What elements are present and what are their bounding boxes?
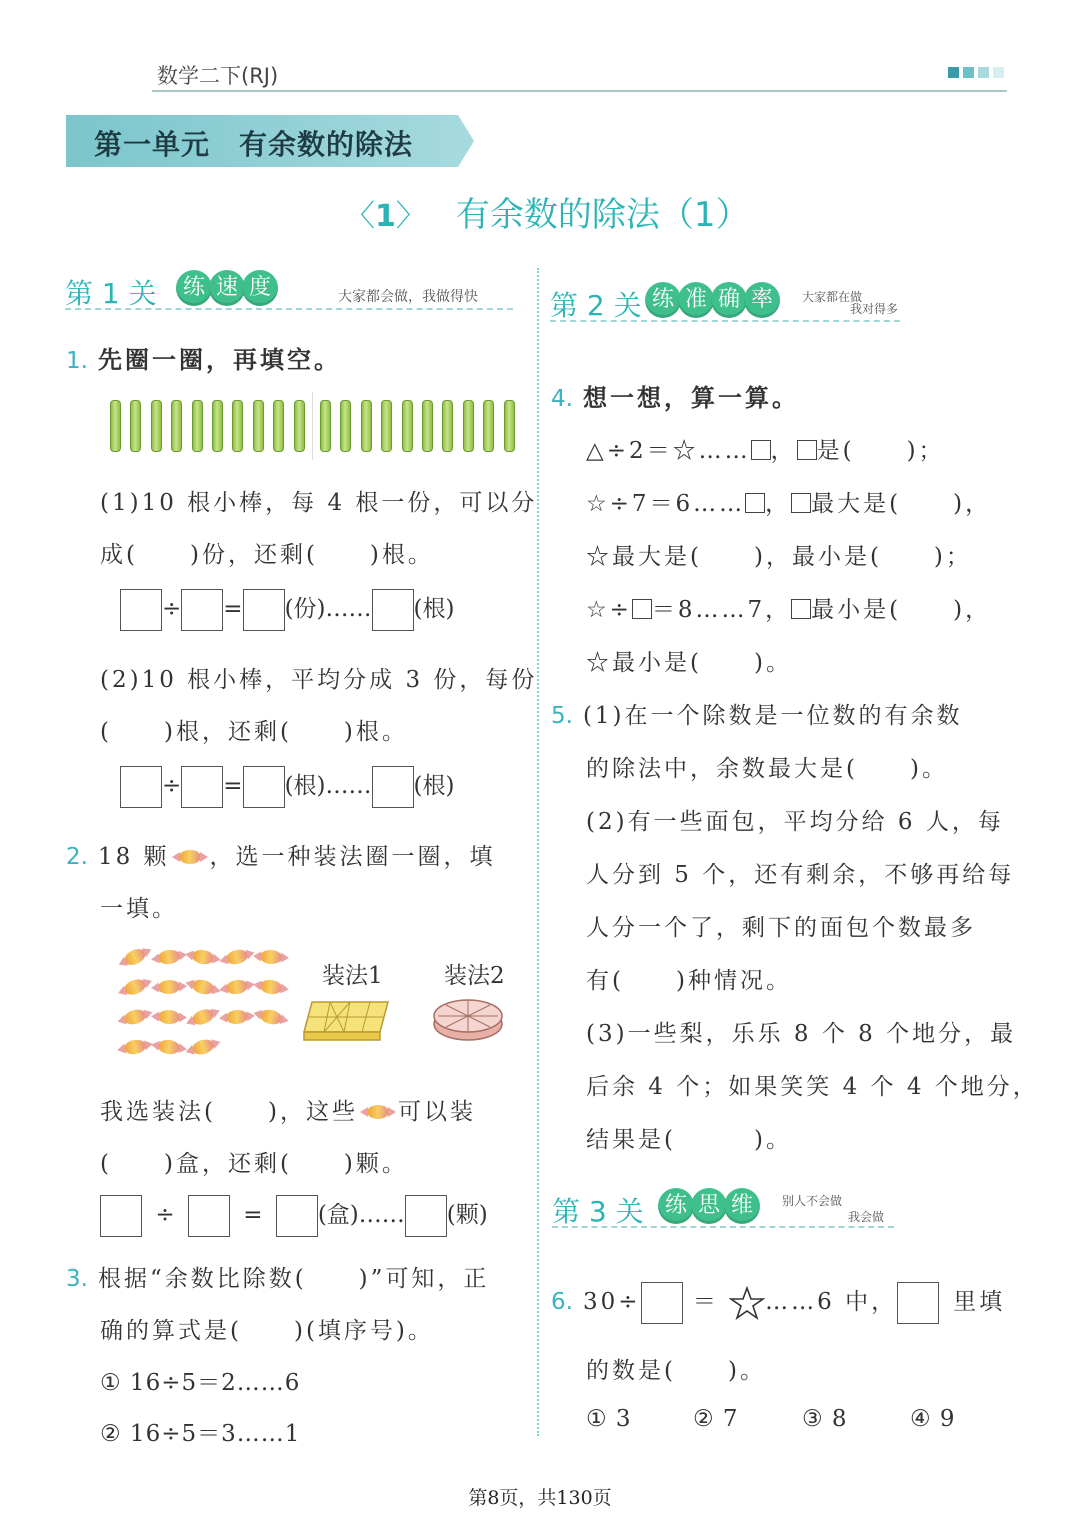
- q4-line2: [586, 485, 991, 518]
- candy-icon: [191, 948, 215, 965]
- answer-box[interactable]: [243, 766, 285, 808]
- q4-text: 是( )；: [816, 438, 945, 464]
- q4-line4: [586, 591, 991, 624]
- stick-icon: [232, 400, 243, 452]
- q1-text: 先圈一圈，再填空。: [97, 346, 341, 374]
- q6-option-1: ① 3: [586, 1406, 632, 1432]
- candy-icon: [259, 979, 283, 996]
- q4-text: 想一想，算一算。: [582, 384, 799, 412]
- candy-icon: [157, 1039, 181, 1056]
- level3-slogan-top: 别人不会做: [782, 1194, 843, 1208]
- lesson-title-text: 有余数的除法（1）: [455, 195, 750, 235]
- stick-icon: [130, 400, 141, 452]
- q3-number: 3.: [66, 1266, 88, 1292]
- stick-icon: [151, 400, 162, 452]
- stick-icon: [320, 400, 331, 452]
- q2-text: 18 颗: [97, 844, 170, 870]
- small-box[interactable]: [745, 493, 765, 513]
- q1-equation-1: [120, 589, 454, 631]
- unit-title: 第一单元 有余数的除法: [94, 128, 414, 161]
- level2-char: 确: [711, 282, 747, 318]
- unit-text: (根): [413, 596, 455, 622]
- unit-text: (盒)……: [317, 1202, 405, 1228]
- header-square: [948, 67, 959, 78]
- level2-slogan-top: 大家都在做: [802, 290, 863, 304]
- stick-icon: [463, 400, 474, 452]
- q5-line6: 有( )种情况。: [586, 968, 792, 994]
- q1-number: 1.: [66, 348, 88, 374]
- q3-line2: 确的算式是( )(填序号)。: [100, 1318, 434, 1344]
- stick-icon: [483, 400, 494, 452]
- q6-number: 6.: [551, 1289, 573, 1315]
- pack1-label: 装法1: [322, 963, 383, 989]
- divide-sign: ÷: [155, 1202, 175, 1228]
- q2-line3: [100, 1093, 476, 1126]
- level3-char: 维: [724, 1188, 760, 1224]
- stick-icon: [253, 400, 264, 452]
- q4-text: ☆÷: [586, 597, 632, 623]
- page-footer: 第8页，共130页: [468, 1487, 612, 1509]
- equals-sign: =: [243, 1202, 263, 1228]
- answer-box[interactable]: [181, 766, 223, 808]
- q3-text: 根据“余数比除数( )”可知，正: [97, 1266, 490, 1292]
- candy-icon: [123, 1007, 148, 1026]
- q4-text: 最小是( )，: [811, 597, 992, 623]
- q1-equation-2: [120, 766, 454, 808]
- q2-number: 2.: [66, 844, 88, 870]
- q5-text: (1)在一个除数是一位数的有余数: [582, 703, 963, 729]
- candy-icon: [358, 1105, 398, 1119]
- q1-part2-line1: (2)10 根小棒，平均分成 3 份，每份: [100, 667, 538, 693]
- q6-text: 里填: [953, 1289, 1006, 1315]
- q6-text: ＝: [692, 1289, 719, 1315]
- q4-line5: ☆最小是( )。: [586, 650, 792, 676]
- header-rule: [152, 90, 1007, 92]
- stick-icon: [402, 400, 413, 452]
- q5-line3: (2)有一些面包，平均分给 6 人，每: [586, 809, 1004, 835]
- header-square: [963, 67, 974, 78]
- q3-option-1: ① 16÷5＝2……6: [100, 1370, 301, 1396]
- q5-line9: 结果是( )。: [586, 1127, 792, 1153]
- answer-box[interactable]: [405, 1195, 447, 1237]
- level3-slogan-bottom: 我会做: [848, 1210, 885, 1224]
- q4-text: ，: [765, 491, 792, 517]
- answer-box[interactable]: [120, 589, 162, 631]
- q2-text: ，选一种装法圈一圈，填: [209, 844, 496, 870]
- level2-slogan-bottom: 我对得多: [850, 302, 899, 316]
- level3-char: 思: [691, 1188, 727, 1224]
- header-square: [993, 67, 1004, 78]
- answer-box[interactable]: [372, 589, 414, 631]
- level2-divider: [550, 320, 900, 322]
- q6-text: 30÷: [582, 1289, 641, 1315]
- q5-line1: [551, 697, 963, 730]
- q4-text: ，: [770, 438, 797, 464]
- candy-icon: [157, 949, 181, 966]
- q2-text: 我选装法( )，这些: [100, 1099, 358, 1125]
- level2-label: 第 2 关: [550, 289, 642, 322]
- level3-label: 第 3 关: [552, 1195, 644, 1228]
- stick-icon: [340, 400, 351, 452]
- q4-line3: ☆最大是( )，最小是( )；: [586, 544, 972, 570]
- answer-box[interactable]: [897, 1282, 939, 1324]
- small-box[interactable]: [797, 440, 817, 460]
- q4-text: ☆÷7＝6……: [586, 491, 746, 517]
- unit-text: (根)……: [284, 773, 372, 799]
- equals-sign: =: [223, 773, 243, 799]
- q6-line2: 的数是( )。: [586, 1358, 766, 1384]
- divide-sign: ÷: [162, 596, 182, 622]
- answer-box[interactable]: [372, 766, 414, 808]
- candy-icon: [259, 1008, 284, 1027]
- small-box[interactable]: [632, 599, 652, 619]
- answer-box[interactable]: [276, 1195, 318, 1237]
- answer-box[interactable]: [120, 766, 162, 808]
- answer-box[interactable]: [641, 1282, 683, 1324]
- stick-icon: [381, 400, 392, 452]
- level2-badge: [645, 282, 777, 318]
- column-separator: [537, 268, 539, 1436]
- level2-char: 准: [678, 282, 714, 318]
- q6-option-2: ② 7: [693, 1406, 739, 1432]
- lesson-number: 〈1〉: [345, 199, 426, 234]
- candy-icon: [225, 978, 249, 995]
- q4-line1: [586, 432, 945, 465]
- candy-icon: [122, 977, 147, 998]
- q4-number: 4.: [551, 386, 573, 412]
- level1-char: 练: [176, 270, 212, 306]
- q6-text: ……6 中，: [765, 1289, 898, 1315]
- candy-icon: [260, 949, 283, 964]
- level1-char: 度: [242, 270, 278, 306]
- answer-box[interactable]: [181, 589, 223, 631]
- pack2-label: 装法2: [444, 963, 505, 989]
- header-square: [978, 67, 989, 78]
- q5-line4: 人分到 5 个，还有剩余，不够再给每: [586, 862, 1015, 888]
- lesson-title: [345, 187, 750, 236]
- unit-text: (份)……: [284, 596, 372, 622]
- q2-line2: 一填。: [100, 896, 178, 922]
- star-icon: [729, 1286, 765, 1320]
- level1-badge: [176, 270, 275, 306]
- q3-line1: [66, 1260, 489, 1293]
- q2-line4: ( )盒，还剩( )颗。: [100, 1151, 408, 1177]
- q1-title: [66, 340, 341, 375]
- stick-icon: [504, 400, 515, 452]
- q2-text: 可以装: [397, 1099, 476, 1125]
- round-box-icon: [430, 994, 508, 1046]
- q2-equation: [100, 1195, 488, 1237]
- level2-char: 练: [645, 282, 681, 318]
- stick-icon: [110, 400, 121, 452]
- q5-line2: 的除法中，余数最大是( )。: [586, 756, 948, 782]
- q5-line7: (3)一些梨，乐乐 8 个 8 个地分，最: [586, 1021, 1017, 1047]
- level1-label: 第 1 关: [65, 277, 157, 310]
- candy-icon: [123, 1038, 147, 1056]
- unit-text: (颗): [446, 1202, 488, 1228]
- stick-icon: [212, 400, 223, 452]
- q5-line8: 后余 4 个；如果笑笑 4 个 4 个地分，: [586, 1074, 1039, 1100]
- stick-icon: [442, 400, 453, 452]
- unit-banner: [66, 115, 474, 167]
- stick-icon: [361, 400, 372, 452]
- q4-title: [551, 378, 799, 413]
- answer-box[interactable]: [100, 1195, 142, 1237]
- candy-icon: [225, 948, 250, 967]
- q1-part2-line2: ( )根，还剩( )根。: [100, 719, 408, 745]
- box-tray-icon: [300, 994, 392, 1044]
- stick-icon: [422, 400, 433, 452]
- level1-divider: [65, 308, 513, 310]
- q2-line1: [66, 838, 496, 871]
- q1-part1-line2: 成( )份，还剩( )根。: [100, 542, 434, 568]
- sticks-gap: [312, 392, 313, 460]
- q4-text: 最大是( )，: [811, 491, 992, 517]
- unit-text: (根): [413, 773, 455, 799]
- q6-option-4: ④ 9: [910, 1406, 956, 1432]
- q3-option-2: ② 16÷5＝3……1: [100, 1421, 301, 1447]
- level3-badge: [658, 1188, 757, 1224]
- q6-option-3: ③ 8: [802, 1406, 848, 1432]
- level2-char: 率: [744, 282, 780, 318]
- small-box[interactable]: [791, 599, 811, 619]
- level3-divider: [552, 1226, 894, 1228]
- q5-number: 5.: [551, 703, 573, 729]
- q5-line5: 人分一个了，剩下的面包个数最多: [586, 915, 976, 941]
- level1-slogan: 大家都会做，我做得快: [338, 289, 478, 305]
- candy-icon: [122, 946, 148, 968]
- q4-text: ＝8……7，: [651, 597, 792, 623]
- candy-icon: [191, 978, 216, 997]
- small-box[interactable]: [751, 440, 771, 460]
- stick-icon: [273, 400, 284, 452]
- level1-char: 速: [209, 270, 245, 306]
- candy-icon: [190, 1007, 216, 1028]
- answer-box[interactable]: [188, 1195, 230, 1237]
- candy-icon: [158, 979, 181, 994]
- level3-char: 练: [658, 1188, 694, 1224]
- candy-icon: [190, 1037, 215, 1057]
- candy-icon: [226, 1009, 249, 1025]
- divide-sign: ÷: [162, 773, 182, 799]
- equals-sign: =: [223, 596, 243, 622]
- stick-icon: [171, 400, 182, 452]
- answer-box[interactable]: [243, 589, 285, 631]
- stick-icon: [294, 400, 305, 452]
- candy-icon: [170, 850, 210, 864]
- q6-line1: [551, 1282, 1005, 1324]
- q4-text: △÷2＝☆……: [586, 438, 751, 464]
- q1-part1-line1: (1)10 根小棒，每 4 根一份，可以分: [100, 490, 538, 516]
- small-box[interactable]: [791, 493, 811, 513]
- stick-icon: [192, 400, 203, 452]
- book-title: 数学二下(RJ): [157, 64, 279, 88]
- candy-icon: [158, 1010, 180, 1025]
